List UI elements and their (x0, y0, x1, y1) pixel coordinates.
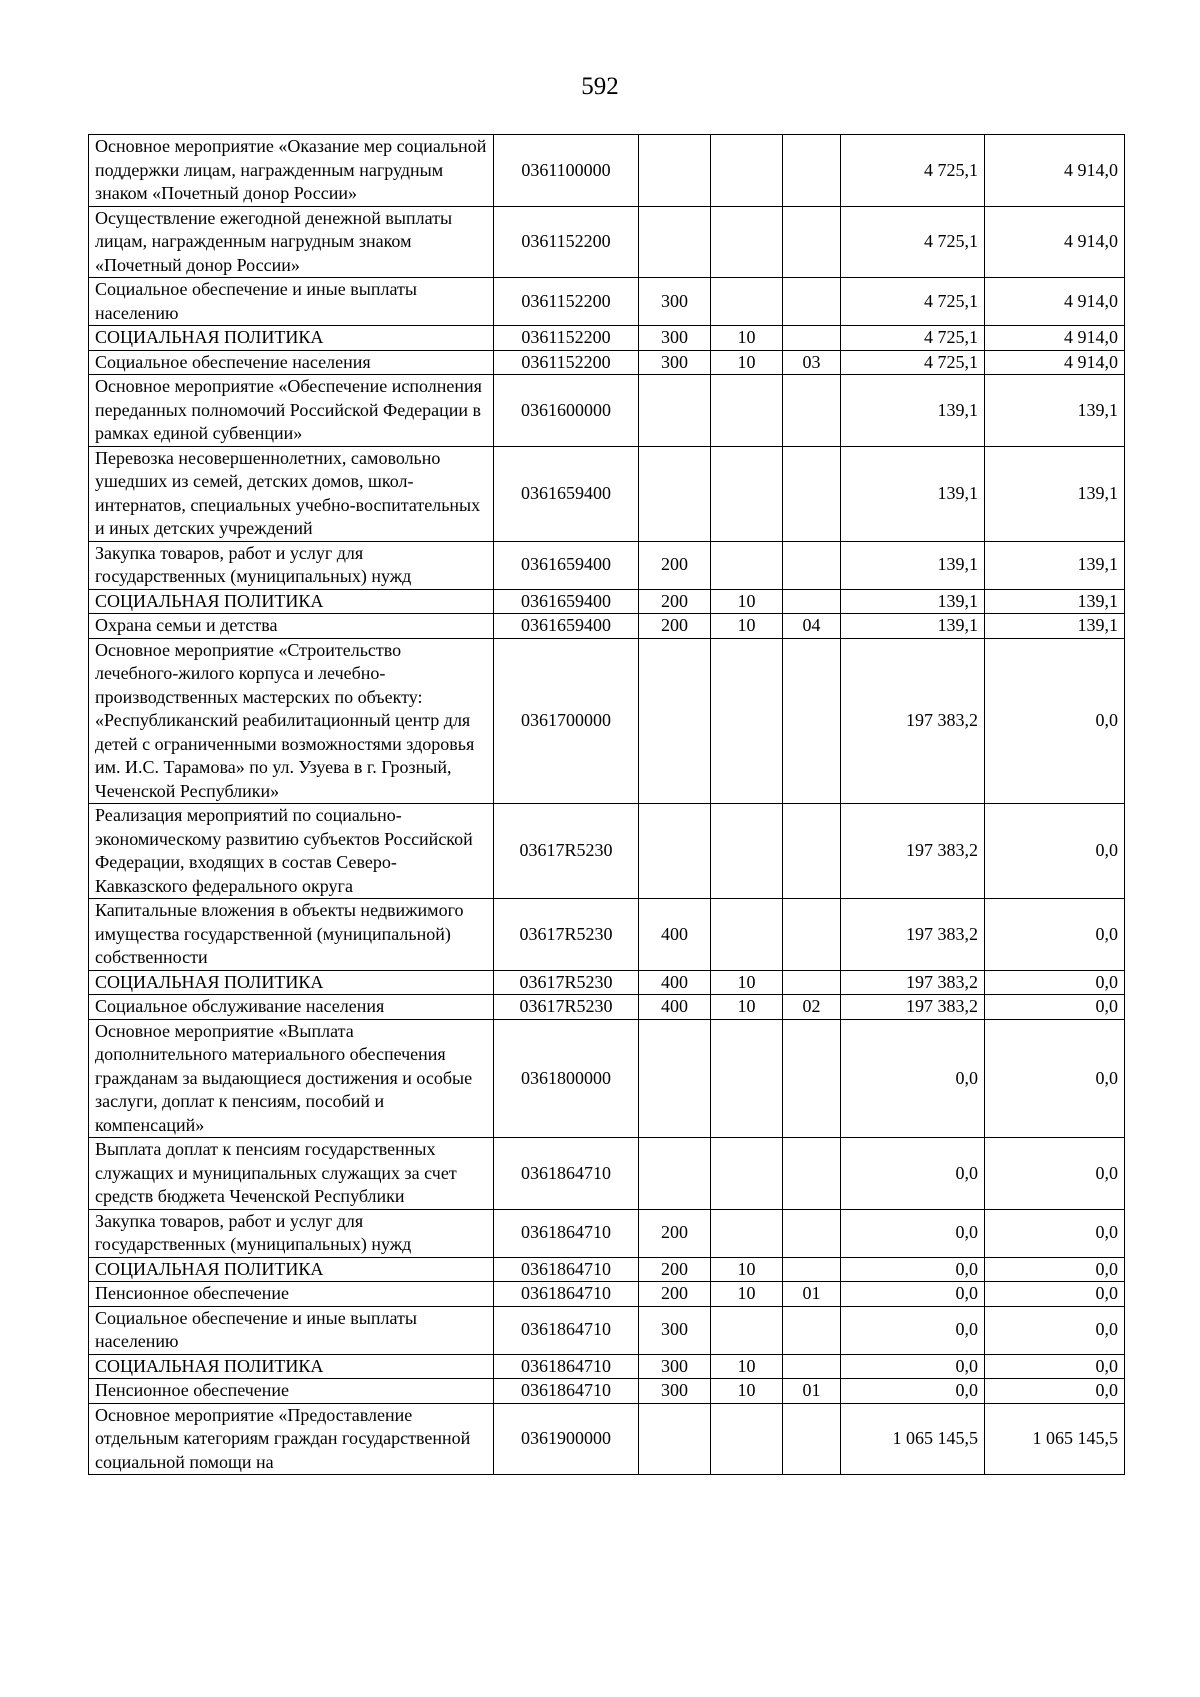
amount-year-2: 0,0 (985, 638, 1125, 804)
table-row (89, 1403, 1125, 1475)
amount-year-2: 4 914,0 (985, 135, 1125, 207)
target-code: 0361659400 (494, 589, 639, 614)
target-code: 0361864710 (494, 1379, 639, 1404)
subsection (783, 1209, 841, 1257)
amount-year-1: 0,0 (841, 1354, 985, 1379)
table-row (89, 1379, 1125, 1404)
row-name: Социальное обеспечение и иные выплаты населению (89, 278, 494, 326)
section (711, 1403, 783, 1475)
subsection: 01 (783, 1282, 841, 1307)
row-name: Социальное обслуживание населения (89, 995, 494, 1020)
amount-year-2: 0,0 (985, 1306, 1125, 1354)
amount-year-1: 0,0 (841, 1282, 985, 1307)
amount-year-2: 0,0 (985, 804, 1125, 899)
table-row (89, 1306, 1125, 1354)
expense-type (639, 206, 711, 278)
amount-year-2: 4 914,0 (985, 350, 1125, 375)
expense-type: 200 (639, 541, 711, 589)
table-row (89, 446, 1125, 541)
row-name: Основное мероприятие «Выплата дополнительного материального обеспечения гражданам за выдающиеся достижения и особые заслуги, доплат к пенсиям, пособий и компенсаций» (89, 1019, 494, 1138)
subsection (783, 541, 841, 589)
row-name: Реализация мероприятий по социально-экономическому развитию субъектов Российской Федерации, входящих в состав Северо-Кавказского федерального округа (89, 804, 494, 899)
target-code: 0361600000 (494, 375, 639, 447)
amount-year-1: 197 383,2 (841, 899, 985, 971)
amount-year-1: 0,0 (841, 1257, 985, 1282)
amount-year-1: 0,0 (841, 1379, 985, 1404)
target-code: 0361659400 (494, 614, 639, 639)
row-name: Закупка товаров, работ и услуг для государственных (муниципальных) нужд (89, 541, 494, 589)
expense-type (639, 1138, 711, 1210)
table-row (89, 970, 1125, 995)
row-name: Основное мероприятие «Обеспечение исполнения переданных полномочий Российской Федерации в рамках единой субвенции» (89, 375, 494, 447)
row-name: Капитальные вложения в объекты недвижимого имущества государственной (муниципальной) собственности (89, 899, 494, 971)
row-name: СОЦИАЛЬНАЯ ПОЛИТИКА (89, 589, 494, 614)
expense-type: 400 (639, 995, 711, 1020)
target-code: 03617R5230 (494, 899, 639, 971)
table-row (89, 278, 1125, 326)
expense-type: 200 (639, 1257, 711, 1282)
table-row (89, 995, 1125, 1020)
target-code: 0361659400 (494, 446, 639, 541)
subsection: 04 (783, 614, 841, 639)
amount-year-2: 0,0 (985, 1138, 1125, 1210)
section: 10 (711, 1354, 783, 1379)
amount-year-1: 0,0 (841, 1138, 985, 1210)
section: 10 (711, 1282, 783, 1307)
subsection (783, 446, 841, 541)
amount-year-1: 139,1 (841, 614, 985, 639)
expense-type (639, 135, 711, 207)
amount-year-1: 4 725,1 (841, 350, 985, 375)
amount-year-1: 197 383,2 (841, 804, 985, 899)
amount-year-1: 0,0 (841, 1306, 985, 1354)
subsection (783, 804, 841, 899)
subsection: 01 (783, 1379, 841, 1404)
section: 10 (711, 1257, 783, 1282)
section (711, 206, 783, 278)
table-row (89, 804, 1125, 899)
subsection (783, 375, 841, 447)
table-row (89, 614, 1125, 639)
row-name: Пенсионное обеспечение (89, 1379, 494, 1404)
subsection (783, 1138, 841, 1210)
amount-year-2: 0,0 (985, 1282, 1125, 1307)
subsection (783, 326, 841, 351)
table-row (89, 541, 1125, 589)
table-row (89, 1019, 1125, 1138)
section (711, 1138, 783, 1210)
target-code: 03617R5230 (494, 804, 639, 899)
amount-year-2: 0,0 (985, 1354, 1125, 1379)
table-row (89, 1354, 1125, 1379)
expense-type: 300 (639, 326, 711, 351)
amount-year-1: 1 065 145,5 (841, 1403, 985, 1475)
subsection (783, 1257, 841, 1282)
target-code: 0361100000 (494, 135, 639, 207)
section (711, 1209, 783, 1257)
section (711, 1306, 783, 1354)
row-name: СОЦИАЛЬНАЯ ПОЛИТИКА (89, 1354, 494, 1379)
target-code: 0361864710 (494, 1138, 639, 1210)
section: 10 (711, 326, 783, 351)
amount-year-2: 0,0 (985, 1257, 1125, 1282)
row-name: Закупка товаров, работ и услуг для государственных (муниципальных) нужд (89, 1209, 494, 1257)
table-row (89, 350, 1125, 375)
target-code: 0361152200 (494, 326, 639, 351)
row-name: Основное мероприятие «Строительство лечебного-жилого корпуса и лечебно-производственных мастерских по объекту: «Республиканский реабилитационный центр для детей с ограниченными возможностями здоровья им. И.С. Тарамова» по ул. Узуева в г. Грозный, Чеченской Республики» (89, 638, 494, 804)
row-name: Основное мероприятие «Предоставление отдельным категориям граждан государственной социальной помощи на (89, 1403, 494, 1475)
amount-year-2: 139,1 (985, 446, 1125, 541)
section (711, 541, 783, 589)
amount-year-2: 0,0 (985, 1019, 1125, 1138)
table-row (89, 899, 1125, 971)
expense-type: 300 (639, 1306, 711, 1354)
section (711, 375, 783, 447)
row-name: Охрана семьи и детства (89, 614, 494, 639)
table-body (89, 135, 1125, 1475)
subsection (783, 970, 841, 995)
section (711, 135, 783, 207)
table-row (89, 135, 1125, 207)
amount-year-2: 4 914,0 (985, 326, 1125, 351)
amount-year-1: 197 383,2 (841, 970, 985, 995)
target-code: 0361864710 (494, 1354, 639, 1379)
expense-type (639, 1403, 711, 1475)
expense-type (639, 1019, 711, 1138)
page-number: 592 (581, 73, 619, 100)
amount-year-2: 0,0 (985, 995, 1125, 1020)
amount-year-1: 139,1 (841, 589, 985, 614)
target-code: 0361864710 (494, 1306, 639, 1354)
row-name: Социальное обеспечение населения (89, 350, 494, 375)
row-name: Выплата доплат к пенсиям государственных служащих и муниципальных служащих за счет средств бюджета Чеченской Республики (89, 1138, 494, 1210)
row-name: СОЦИАЛЬНАЯ ПОЛИТИКА (89, 1257, 494, 1282)
section (711, 638, 783, 804)
amount-year-1: 0,0 (841, 1209, 985, 1257)
amount-year-2: 0,0 (985, 899, 1125, 971)
target-code: 0361659400 (494, 541, 639, 589)
row-name: Перевозка несовершеннолетних, самовольно ушедших из семей, детских домов, школ-интернатов, специальных учебно-воспитательных и иных детских учреждений (89, 446, 494, 541)
section (711, 278, 783, 326)
expense-type: 200 (639, 1282, 711, 1307)
table-row (89, 638, 1125, 804)
subsection (783, 1403, 841, 1475)
expense-type (639, 375, 711, 447)
amount-year-1: 139,1 (841, 375, 985, 447)
target-code: 0361152200 (494, 350, 639, 375)
section: 10 (711, 350, 783, 375)
target-code: 0361152200 (494, 278, 639, 326)
subsection (783, 638, 841, 804)
section (711, 1019, 783, 1138)
amount-year-2: 1 065 145,5 (985, 1403, 1125, 1475)
target-code: 0361900000 (494, 1403, 639, 1475)
subsection: 03 (783, 350, 841, 375)
amount-year-2: 4 914,0 (985, 278, 1125, 326)
budget-table (88, 134, 1125, 1475)
amount-year-2: 139,1 (985, 375, 1125, 447)
expense-type: 200 (639, 589, 711, 614)
section: 10 (711, 614, 783, 639)
section (711, 804, 783, 899)
table-row (89, 326, 1125, 351)
table-row (89, 1138, 1125, 1210)
expense-type: 300 (639, 278, 711, 326)
table-row (89, 1209, 1125, 1257)
table-row (89, 206, 1125, 278)
expense-type: 300 (639, 1354, 711, 1379)
expense-type: 200 (639, 1209, 711, 1257)
target-code: 0361864710 (494, 1257, 639, 1282)
section (711, 446, 783, 541)
target-code: 0361700000 (494, 638, 639, 804)
subsection (783, 206, 841, 278)
amount-year-1: 4 725,1 (841, 135, 985, 207)
target-code: 0361864710 (494, 1209, 639, 1257)
amount-year-1: 4 725,1 (841, 326, 985, 351)
amount-year-1: 139,1 (841, 541, 985, 589)
target-code: 0361800000 (494, 1019, 639, 1138)
amount-year-1: 197 383,2 (841, 638, 985, 804)
subsection (783, 1019, 841, 1138)
amount-year-2: 0,0 (985, 1379, 1125, 1404)
target-code: 03617R5230 (494, 970, 639, 995)
row-name: Основное мероприятие «Оказание мер социальной поддержки лицам, награжденным нагрудным знаком «Почетный донор России» (89, 135, 494, 207)
amount-year-2: 139,1 (985, 589, 1125, 614)
table-row (89, 375, 1125, 447)
subsection (783, 1306, 841, 1354)
subsection: 02 (783, 995, 841, 1020)
subsection (783, 135, 841, 207)
row-name: СОЦИАЛЬНАЯ ПОЛИТИКА (89, 970, 494, 995)
expense-type: 400 (639, 970, 711, 995)
expense-type: 300 (639, 1379, 711, 1404)
amount-year-2: 139,1 (985, 541, 1125, 589)
expense-type: 400 (639, 899, 711, 971)
target-code: 03617R5230 (494, 995, 639, 1020)
table-row (89, 1282, 1125, 1307)
row-name: СОЦИАЛЬНАЯ ПОЛИТИКА (89, 326, 494, 351)
row-name: Пенсионное обеспечение (89, 1282, 494, 1307)
section (711, 899, 783, 971)
amount-year-1: 139,1 (841, 446, 985, 541)
section: 10 (711, 1379, 783, 1404)
subsection (783, 1354, 841, 1379)
section: 10 (711, 589, 783, 614)
section: 10 (711, 970, 783, 995)
expense-type: 200 (639, 614, 711, 639)
subsection (783, 278, 841, 326)
target-code: 0361864710 (494, 1282, 639, 1307)
expense-type: 300 (639, 350, 711, 375)
amount-year-1: 4 725,1 (841, 206, 985, 278)
amount-year-1: 4 725,1 (841, 278, 985, 326)
target-code: 0361152200 (494, 206, 639, 278)
subsection (783, 589, 841, 614)
subsection (783, 899, 841, 971)
expense-type (639, 638, 711, 804)
amount-year-2: 0,0 (985, 1209, 1125, 1257)
row-name: Осуществление ежегодной денежной выплаты лицам, награжденным нагрудным знаком «Почетный донор России» (89, 206, 494, 278)
amount-year-2: 139,1 (985, 614, 1125, 639)
table-row (89, 1257, 1125, 1282)
section: 10 (711, 995, 783, 1020)
row-name: Социальное обеспечение и иные выплаты населению (89, 1306, 494, 1354)
expense-type (639, 804, 711, 899)
amount-year-2: 4 914,0 (985, 206, 1125, 278)
table-row (89, 589, 1125, 614)
amount-year-1: 0,0 (841, 1019, 985, 1138)
amount-year-1: 197 383,2 (841, 995, 985, 1020)
amount-year-2: 0,0 (985, 970, 1125, 995)
expense-type (639, 446, 711, 541)
